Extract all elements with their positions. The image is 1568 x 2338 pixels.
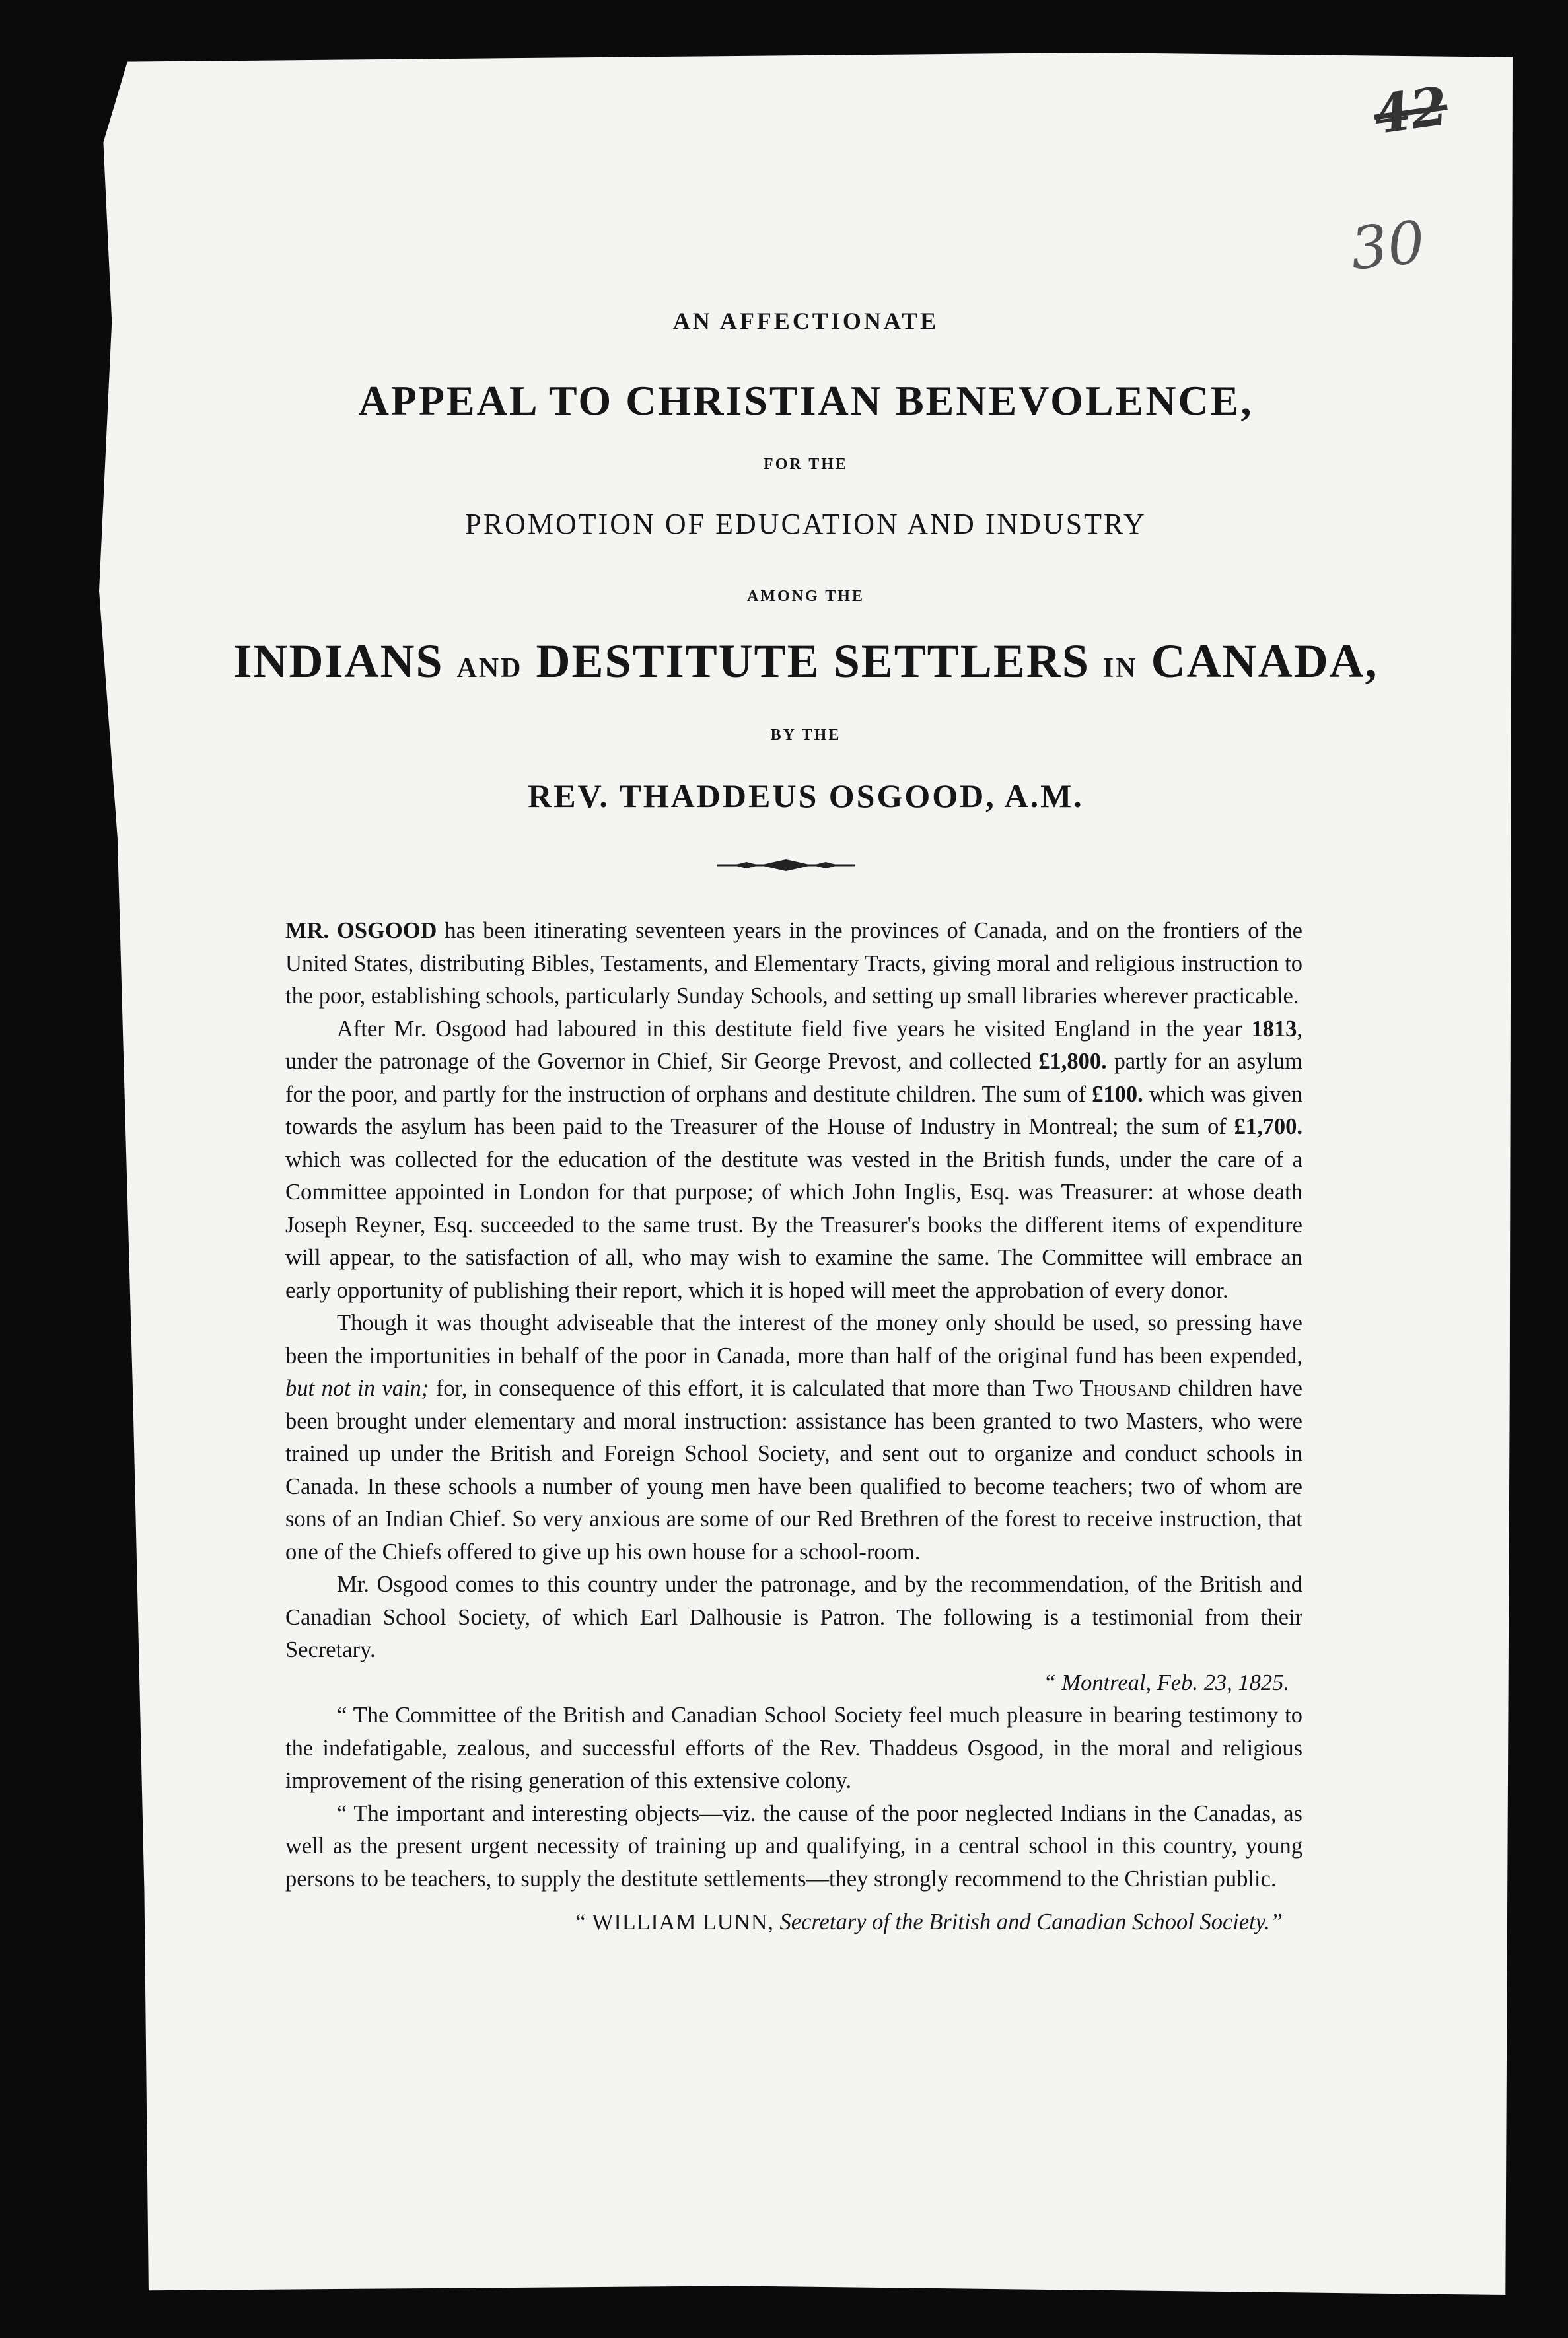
p2-amount-3: £1,700. — [1234, 1114, 1302, 1139]
p2-year: 1813 — [1251, 1016, 1297, 1042]
paragraph-2 — [285, 1013, 1302, 1308]
ornament-divider-icon — [713, 855, 859, 875]
title-line-for-the: FOR THE — [764, 456, 848, 473]
paragraph-4: Mr. Osgood comes to this country under the patronage, and by the recommendation, of the British and Canadian School Society, of which Earl Dalhousie is Patron. The following is a testimonial from their Secretary. — [285, 1572, 1302, 1662]
paragraph-3 — [285, 1307, 1302, 1569]
p3-text-c: children have been brought under elementary and moral instruction: assistance has been granted to two Masters, who were trained up under the British and Foreign School Society, and sent out to organize and conduct schools in Canada. In these schools a number of young men have been qualified to become teachers; two of whom are sons of an Indian Chief. So very anxious are some of our Red Brethren of the forest to receive instruction, that one of the Chiefs offered to give up his own house for a school-room. — [285, 1376, 1302, 1565]
p3-text-a: Though it was thought adviseable that the interest of the money only should be used, so pressing have been the importunities in behalf of the poor in Canada, more than half of the original fund has been expended, — [285, 1310, 1302, 1368]
quote-paragraph-1: “ The Committee of the British and Canadian School Society feel much pleasure in bearing testimony to the indefatigable, zealous, and successful efforts of the Rev. Thaddeus Osgood, in the moral and religious improvement of the rising generation of this extensive colony. — [285, 1703, 1302, 1793]
p2-amount-2: £100. — [1092, 1081, 1143, 1107]
title-line-indians — [99, 634, 1513, 689]
title-line-affectionate: AN AFFECTIONATE — [672, 308, 939, 334]
paragraph-1-text: has been itinerating seventeen years in the provinces of Canada, and on the frontiers of the United States, distributing Bibles, Testaments, and Elementary Tracts, giving moral and religious instruction to the poor, establishing schools, particularly Sunday Schools, and setting up small libraries wherever practicable. — [285, 918, 1302, 1009]
title-word-in: IN — [1102, 653, 1138, 684]
title-line-by-the: BY THE — [770, 726, 841, 744]
p2-text-d: which was given towards the asylum has been paid to the Treasurer of the House of Industry in Montreal; the sum of — [285, 1081, 1302, 1139]
signature-title: Secretary of the British and Canadian School Society.” — [773, 1909, 1283, 1934]
lead-name: MR. OSGOOD — [285, 918, 437, 943]
body-text — [285, 915, 1302, 1939]
title-word-indians: INDIANS — [233, 635, 444, 688]
author-name: REV. THADDEUS OSGOOD, A.M. — [528, 777, 1084, 814]
title-line-appeal: APPEAL TO CHRISTIAN BENEVOLENCE, — [358, 377, 1254, 424]
title-line-among-the: AMONG THE — [747, 588, 865, 605]
p2-text-b: , under the patronage of the Governor in Chief, Sir George Prevost, and collected — [285, 1016, 1302, 1074]
manuscript-mark: 42 — [1370, 74, 1452, 147]
title-word-destitute-settlers: DESTITUTE SETTLERS — [536, 635, 1090, 688]
dateline: “ Montreal, Feb. 23, 1825. — [1043, 1670, 1289, 1695]
p3-small-caps: Two Thousand — [1032, 1376, 1171, 1401]
paragraph-1 — [285, 915, 1302, 1013]
title-line-promotion: PROMOTION OF EDUCATION AND INDUSTRY — [465, 508, 1147, 540]
title-word-and: AND — [456, 653, 523, 684]
p3-text-b: for, in consequence of this effort, it is calculated that more than — [429, 1376, 1033, 1401]
p3-italic: but not in vain; — [285, 1376, 429, 1401]
title-word-canada: CANADA, — [1151, 635, 1378, 688]
p2-text-e: which was collected for the education of the destitute was vested in the British funds, under the care of a Committee appointed in London for that purpose; of which John Inglis, Esq. was Treasurer: at whose death Joseph Reyner, Esq. succeeded to the same trust. By the Treasurer's books the different items of expenditure will appear, to the satisfaction of all, who may wish to examine the same. The Committee will embrace an early opportunity of publishing their report, which it is hoped will meet the approbation of every donor. — [285, 1147, 1302, 1303]
quote-paragraph-2: “ The important and interesting objects—viz. the cause of the poor neglected Indians in the Canadas, as well as the present urgent necessity of training up and qualifying, in a central school in this country, young persons to be teachers, to supply the destitute settlements—they strongly recommend to the Christian public. — [285, 1800, 1302, 1892]
p2-amount-1: £1,800. — [1038, 1049, 1107, 1074]
folio-number: 30 — [1347, 207, 1429, 283]
p2-text-c: partly for an asylum for the poor, and partly for the instruction of orphans and destitute children. The sum of — [285, 1049, 1302, 1107]
signature-name: “ WILLIAM LUNN, — [575, 1910, 774, 1934]
p2-text-a: After Mr. Osgood had laboured in this destitute field five years he visited England in the year — [337, 1016, 1252, 1042]
signature — [285, 1906, 1302, 1939]
